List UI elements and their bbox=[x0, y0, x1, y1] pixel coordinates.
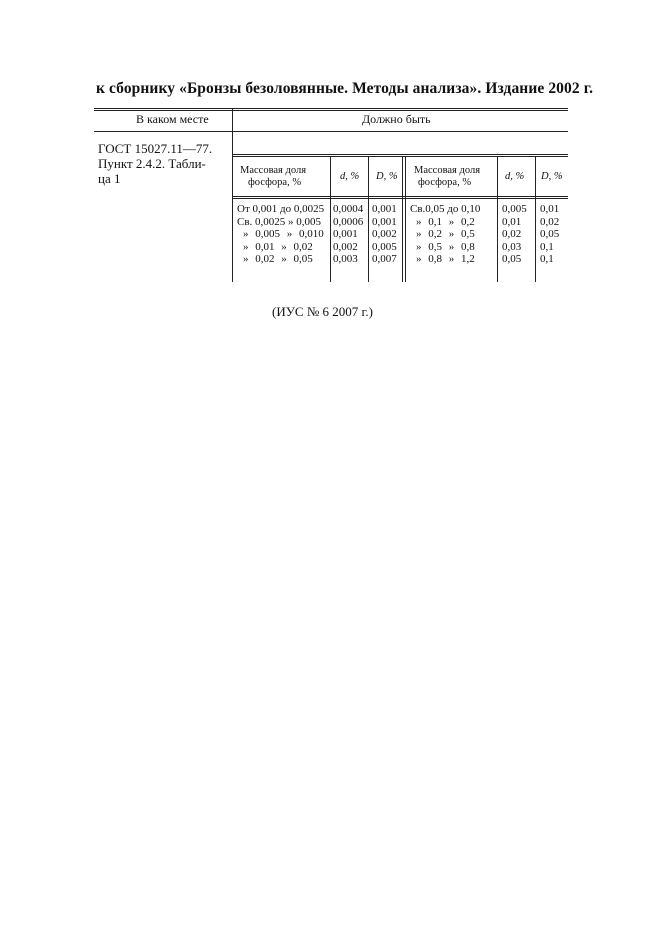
inner-divider bbox=[368, 156, 369, 282]
table-cell: От 0,001 до 0,0025 bbox=[237, 203, 325, 215]
table-cell: 0,0004 bbox=[333, 203, 364, 215]
header-D: D, % bbox=[541, 171, 563, 182]
table-cell: 0,02 bbox=[502, 228, 522, 240]
table-top-rule-double bbox=[94, 110, 568, 111]
left-ranges-column bbox=[237, 203, 324, 266]
table-cell: 0,05 bbox=[540, 228, 560, 240]
inner-header-rule-double bbox=[232, 198, 568, 199]
inner-table-top-rule bbox=[232, 154, 568, 155]
table-cell: 0,0006 bbox=[333, 215, 364, 228]
table-cell: 0,003 bbox=[333, 253, 358, 265]
header-mass-fraction bbox=[240, 165, 306, 189]
header-d: d, % bbox=[505, 171, 525, 182]
left-d-column bbox=[333, 203, 363, 266]
table-cell: » 0,01 » 0,02 bbox=[243, 240, 313, 253]
footer-note: (ИУС № 6 2007 г.) bbox=[272, 304, 373, 319]
table-cell: » 0,2 » 0,5 bbox=[416, 228, 475, 240]
header-d: d, % bbox=[340, 171, 360, 182]
table-cell: Св.0,05 до 0,10 bbox=[410, 203, 481, 215]
header-mass-fraction-line: фосфора, % bbox=[248, 177, 302, 188]
header-mass-fraction bbox=[414, 165, 480, 189]
header-mass-fraction-line: Массовая доля bbox=[240, 165, 307, 176]
header-D: D, % bbox=[376, 171, 398, 182]
column-header-should-be: Должно быть bbox=[362, 112, 431, 126]
inner-header-rule bbox=[232, 196, 568, 197]
inner-divider bbox=[330, 156, 331, 282]
table-cell: 0,005 bbox=[372, 240, 397, 253]
place-line: Пункт 2.4.2. Табли- bbox=[98, 156, 206, 171]
table-cell: 0,02 bbox=[540, 215, 560, 228]
table-cell: 0,001 bbox=[372, 203, 397, 215]
inner-divider bbox=[402, 156, 403, 282]
table-cell: » 0,8 » 1,2 bbox=[416, 253, 475, 265]
inner-divider bbox=[535, 156, 536, 282]
table-cell: 0,01 bbox=[502, 215, 522, 228]
table-cell: 0,1 bbox=[540, 240, 554, 253]
table-cell: Св. 0,0025 » 0,005 bbox=[237, 215, 322, 228]
table-cell: 0,001 bbox=[333, 228, 358, 240]
table-cell: » 0,02 » 0,05 bbox=[243, 253, 313, 265]
inner-divider bbox=[405, 156, 406, 282]
table-cell: » 0,5 » 0,8 bbox=[416, 240, 475, 253]
table-cell: » 0,005 » 0,010 bbox=[243, 228, 324, 240]
column-header-place: В каком месте bbox=[136, 112, 209, 126]
place-cell bbox=[98, 141, 212, 186]
place-line: ГОСТ 15027.11—77. bbox=[98, 141, 213, 156]
table-cell: 0,01 bbox=[540, 203, 560, 215]
table-cell: 0,002 bbox=[372, 228, 397, 240]
table-cell: 0,007 bbox=[372, 253, 397, 265]
table-cell: » 0,1 » 0,2 bbox=[416, 215, 475, 228]
right-D-column bbox=[540, 203, 559, 266]
left-D-column bbox=[372, 203, 397, 266]
table-top-rule bbox=[94, 108, 568, 109]
table-cell: 0,05 bbox=[502, 253, 522, 265]
header-mass-fraction-line: фосфора, % bbox=[418, 177, 472, 188]
table-cell: 0,005 bbox=[502, 203, 527, 215]
table-cell: 0,001 bbox=[372, 215, 397, 228]
inner-divider bbox=[497, 156, 498, 282]
right-ranges-column bbox=[410, 203, 480, 266]
table-cell: 0,03 bbox=[502, 240, 522, 253]
inner-table-top-rule-double bbox=[232, 156, 568, 157]
table-cell: 0,1 bbox=[540, 253, 554, 265]
page-heading: к сборнику «Бронзы безоловянные. Методы анализа». Издание 2002 г. bbox=[96, 80, 594, 97]
place-line: ца 1 bbox=[98, 171, 121, 186]
right-d-column bbox=[502, 203, 527, 266]
header-mass-fraction-line: Массовая доля bbox=[414, 165, 481, 176]
header-bottom-rule bbox=[94, 131, 568, 132]
table-cell: 0,002 bbox=[333, 240, 358, 253]
